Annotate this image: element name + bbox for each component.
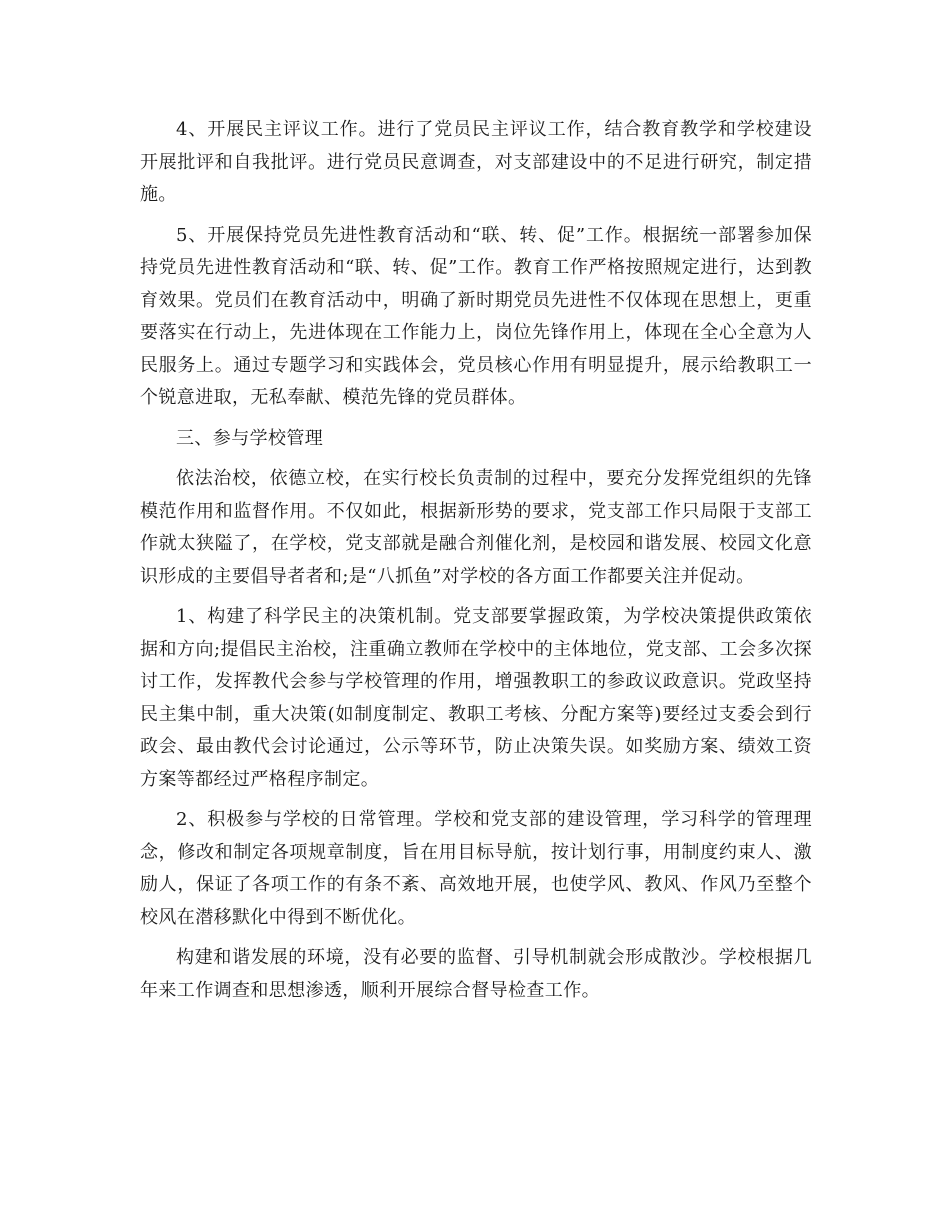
- paragraph-item-2: 2、积极参与学校的日常管理。学校和党支部的建设管理，学习科学的管理理念，修改和制定各项规章制度，旨在用目标导航，按计划行事，用制度约束人、激励人，保证了各项工作的有条不紊、高效地开展，也使学风、教风、作风乃至整个校风在潜移默化中得到不断优化。: [140, 809, 812, 928]
- paragraph-item-1: 1、构建了科学民主的决策机制。党支部要掌握政策，为学校决策提供政策依据和方向;提倡民主治校，注重确立教师在学校中的主体地位，党支部、工会多次探讨工作，发挥教代会参与学校管理的作用，增强教职工的参政议政意识。党政坚持民主集中制，重大决策(如制度制定、教职工考核、分配方案等)要经过支委会到行政会、最由教代会讨论通过，公示等环节，防止决策失误。如奖励方案、绩效工资方案等都经过严格程序制定。: [140, 606, 812, 790]
- document-body: [140, 114, 812, 1015]
- paragraph-item-4: 4、开展民主评议工作。进行了党员民主评议工作，结合教育教学和学校建设开展批评和自我批评。进行党员民意调查，对支部建设中的不足进行研究，制定措施。: [140, 119, 812, 205]
- paragraph-section-intro: 依法治校，依德立校，在实行校长负责制的过程中，要充分发挥党组织的先锋模范作用和监督作用。不仅如此，根据新形势的要求，党支部工作只局限于支部工作就太狭隘了，在学校，党支部就是融合剂催化剂，是校园和谐发展、校园文化意识形成的主要倡导者者和;是“八抓鱼”对学校的各方面工作都要关注并促动。: [140, 468, 812, 587]
- section-heading-3: 三、参与学校管理: [176, 427, 324, 449]
- paragraph-item-5: 5、开展保持党员先进性教育活动和“联、转、促”工作。根据统一部署参加保持党员先进性教育活动和“联、转、促”工作。教育工作严格按照规定进行，达到教育效果。党员们在教育活动中，明确了新时期党员先进性不仅体现在思想上，更重要落实在行动上，先进体现在工作能力上，岗位先锋作用上，体现在全心全意为人民服务上。通过专题学习和实践体会，党员核心作用有明显提升，展示给教职工一个锐意进取，无私奉献、模范先锋的党员群体。: [140, 224, 812, 408]
- paragraph-closing: 构建和谐发展的环境，没有必要的监督、引导机制就会形成散沙。学校根据几年来工作调查和思想渗透，顺利开展综合督导检查工作。: [140, 947, 812, 1001]
